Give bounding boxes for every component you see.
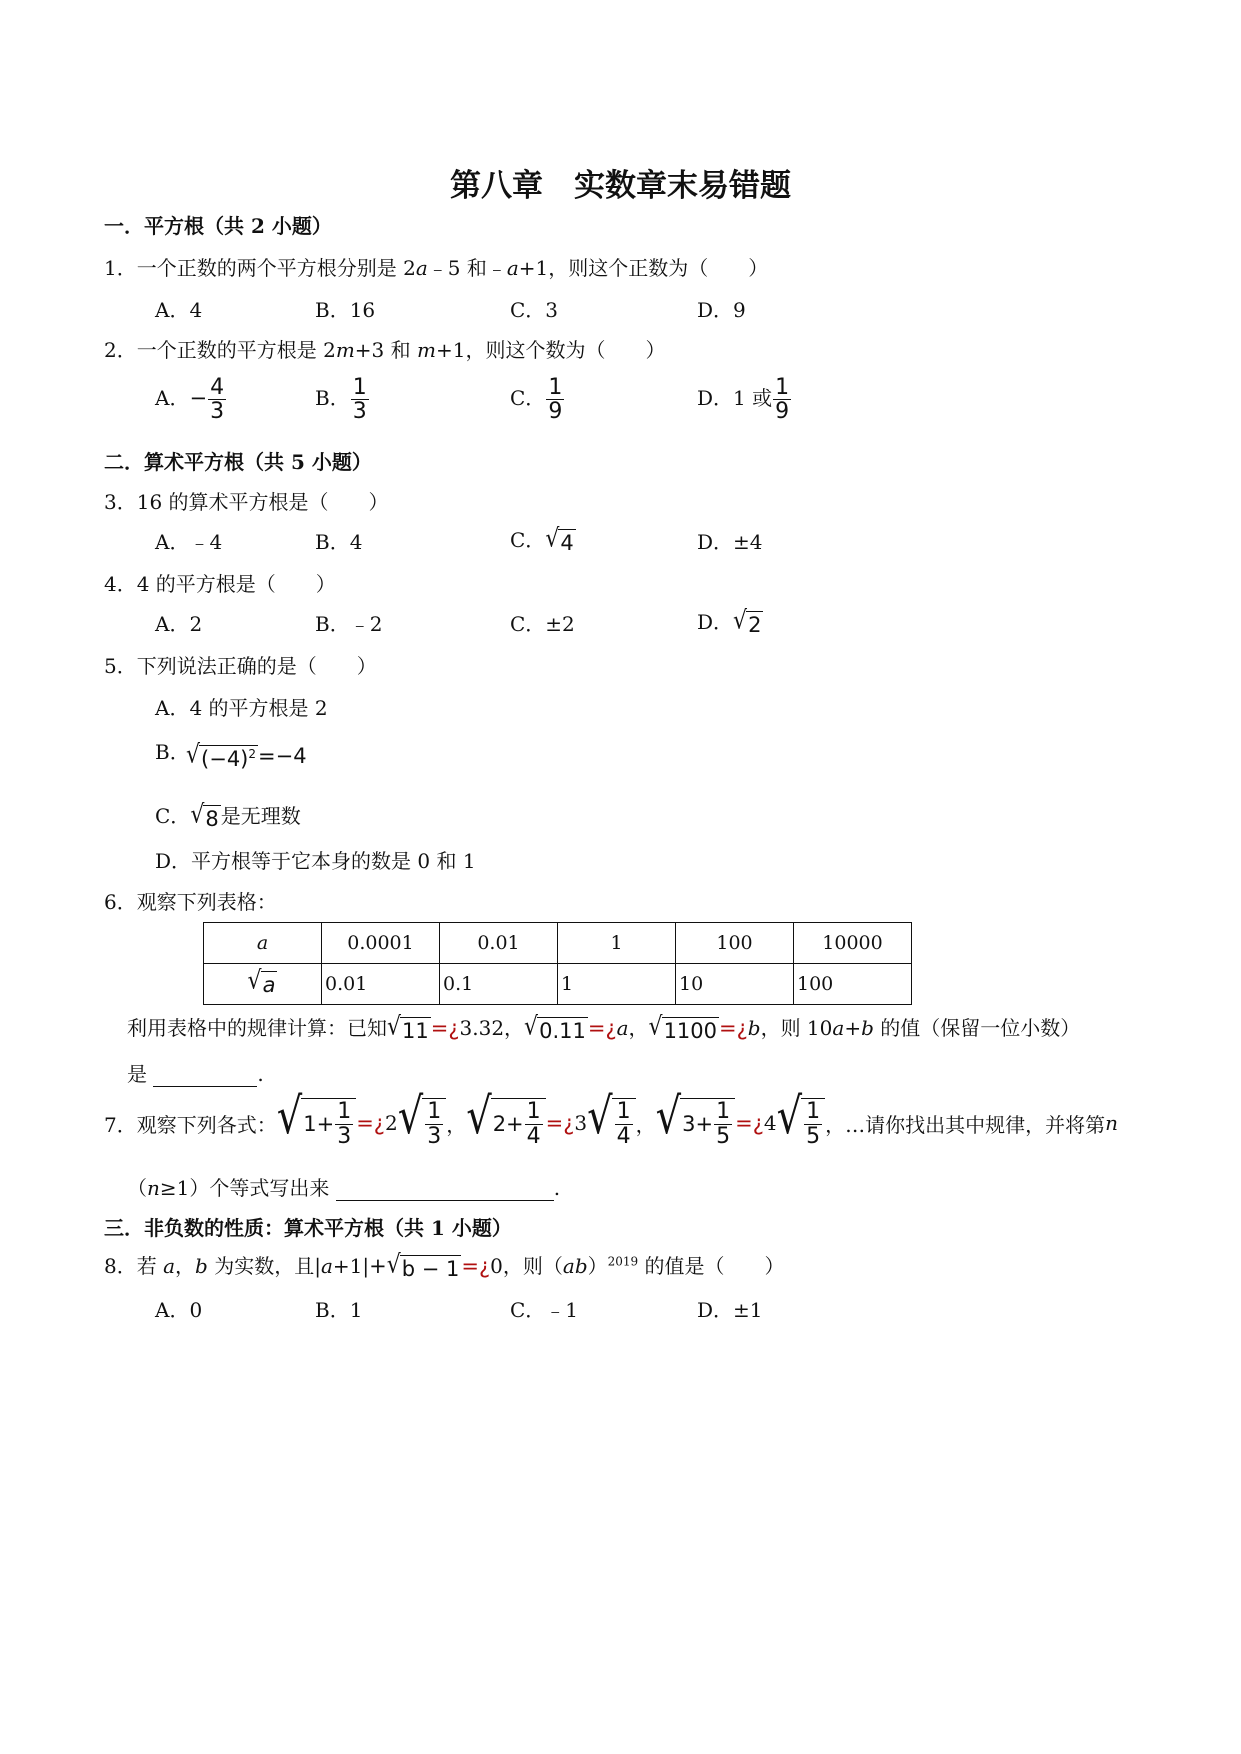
option-c: C．±2 xyxy=(510,612,575,636)
option-b: B．16 xyxy=(315,298,376,322)
option-b: B．﹣2 xyxy=(315,612,383,636)
question-4: 4．4 的平方根是（ ） xyxy=(104,572,336,596)
question-2: 2．一个正数的平方根是 2m+3 和 m+1，则这个数为（ ） xyxy=(104,338,666,362)
option-a: A．2 xyxy=(155,612,203,636)
table-row xyxy=(204,923,912,964)
table-cell: 0.01 xyxy=(440,923,558,964)
section-heading: 一．平方根（共 2 小题） xyxy=(104,214,332,238)
section-heading: 二．算术平方根（共 5 小题） xyxy=(104,450,372,474)
table-cell: a xyxy=(204,923,322,964)
table-cell: √ a xyxy=(204,964,322,1005)
option-a: A．﹣4 xyxy=(155,530,223,554)
table-row xyxy=(204,964,912,1005)
option-d: D．±1 xyxy=(697,1298,763,1322)
option-c: C． $\frac{1}{9}$ xyxy=(510,375,563,425)
question-6-line-1: 利用表格中的规律计算：已知 √ 11 =¿3.32， √ 0.11 =¿a， √ 1100 =¿b，则 10a+b 的值（保留一位小数） xyxy=(127,1012,1081,1043)
option-b: B．1 xyxy=(315,1298,363,1322)
answer-blank[interactable] xyxy=(336,1176,554,1201)
table-cell: 0.0001 xyxy=(322,923,440,964)
option-c: C．3 xyxy=(510,298,559,322)
option-b: √ $(-4)^2$ =−4 xyxy=(186,740,307,771)
option-a: A．4 xyxy=(155,298,203,322)
question-8: 8．若 a，b 为实数，且|a+1|+ √ b − 1 =¿0，则（ab）$^{2019}$ 的值是（ ） xyxy=(104,1250,785,1281)
table-cell: 10000 xyxy=(794,923,912,964)
question-5: 5．下列说法正确的是（ ） xyxy=(104,654,377,678)
option-d: D．9 xyxy=(697,298,746,322)
section-heading: 三．非负数的性质：算术平方根（共 1 小题） xyxy=(104,1216,512,1240)
option-d: D．平方根等于它本身的数是 0 和 1 xyxy=(155,849,476,873)
page-title: 第八章 实数章末易错题 xyxy=(450,168,791,204)
table-cell: 10 xyxy=(676,964,794,1005)
option-c: C．﹣1 xyxy=(510,1298,579,1322)
question-1: 1．一个正数的两个平方根分别是 2a﹣5 和﹣a+1，则这个正数为（ ） xyxy=(104,256,769,280)
question-7: 7．观察下列各式： √ 1+ $\frac{1}{3}$ =¿ 2 √ $\frac{1}{3}$ ， √ 2+ $\frac{1}{4}$ =¿ 3 √ $\frac{1}{4}$ ， √ 3+ $\frac{1}{5}$ =¿ 4 √ $\frac{1}{5}$ ，…请你找出其中规律，并将第 n xyxy=(104,1088,1118,1149)
option-d: D． √ 2 xyxy=(697,606,762,637)
question-6: 6．观察下列表格： xyxy=(104,890,277,914)
question-3: 3．16 的算术平方根是（ ） xyxy=(104,490,389,514)
table-cell: 100 xyxy=(794,964,912,1005)
table-cell: 0.1 xyxy=(440,964,558,1005)
option-c: C． √ 4 xyxy=(510,524,574,555)
table-cell: 1 xyxy=(558,923,676,964)
table-cell: 0.01 xyxy=(322,964,440,1005)
table-cell: 1 xyxy=(558,964,676,1005)
answer-blank[interactable] xyxy=(153,1062,257,1087)
observation-table xyxy=(203,922,912,1005)
option-a: A．4 的平方根是 2 xyxy=(155,696,328,720)
option-d: D．1 或 $\frac{1}{9}$ xyxy=(697,375,790,425)
table-cell: 100 xyxy=(676,923,794,964)
option-d: D．±4 xyxy=(697,530,763,554)
option-b: B． $\frac{1}{3}$ xyxy=(315,375,367,425)
option-c: C． √ 8 是无理数 xyxy=(155,800,301,831)
option-a: A．− $\frac{4}{3}$ xyxy=(155,375,225,425)
question-7-line-2: （n≥1）个等式写出来 . xyxy=(127,1176,561,1200)
option-b: B．4 xyxy=(315,530,363,554)
option-b-label: B． xyxy=(155,740,190,764)
question-6-line-2: 是 . xyxy=(127,1062,264,1086)
option-a: A．0 xyxy=(155,1298,203,1322)
